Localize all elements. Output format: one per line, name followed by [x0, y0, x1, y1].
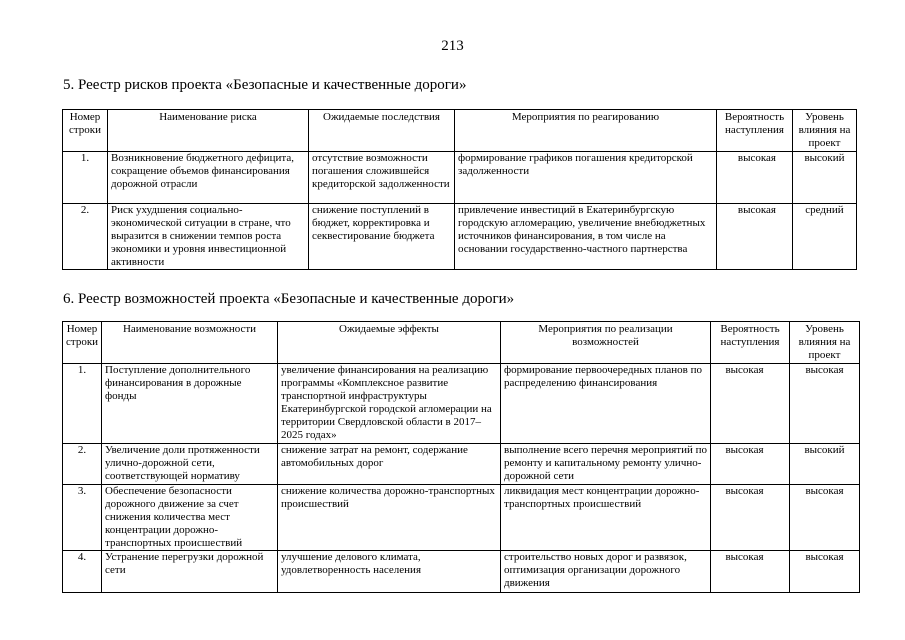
opportunity-register-table [62, 321, 860, 593]
risk-register-table [62, 109, 857, 270]
header-consequences: Ожидаемые последствия [309, 110, 455, 152]
row-probability: высокая [717, 152, 793, 204]
page-number: 213 [441, 38, 464, 54]
header-probability: Вероятность наступления [717, 110, 793, 152]
row-num: 3. [63, 485, 102, 551]
risk-register-heading: 5. Реестр рисков проекта «Безопасные и качественные дороги» [63, 77, 467, 93]
row-measures: формирование графиков погашения кредиторской задолженности [455, 152, 717, 204]
row-name: Устранение перегрузки дорожной сети [102, 551, 278, 593]
table-row [63, 152, 857, 204]
row-impact: высокий [790, 444, 860, 485]
row-effects: увеличение финансирования на реализацию программы «Комплексное развитие транспортной инфраструктуры Екатеринбургской городской агломерации на территории Свердловской области в 2017–2025 годах» [278, 364, 501, 444]
row-consequences: снижение поступлений в бюджет, корректировка и секвестирование бюджета [309, 204, 455, 270]
row-measures: привлечение инвестиций в Екатеринбургскую городскую агломерацию, увеличение внебюджетных источников финансирования, в том числе на основании государственно-частного партнерства [455, 204, 717, 270]
row-num: 1. [63, 364, 102, 444]
row-num: 1. [63, 152, 108, 204]
header-measures: Мероприятия по реагированию [455, 110, 717, 152]
row-consequences: отсутствие возможности погашения сложившейся кредиторской задолженности [309, 152, 455, 204]
header-impact: Уровень влияния на проект [793, 110, 857, 152]
table-row [63, 364, 860, 444]
row-measures: формирование первоочередных планов по распределению финансирования [501, 364, 711, 444]
table-row [63, 204, 857, 270]
table-row [63, 444, 860, 485]
row-num: 2. [63, 444, 102, 485]
header-name: Наименование возможности [102, 322, 278, 364]
row-effects: снижение затрат на ремонт, содержание автомобильных дорог [278, 444, 501, 485]
row-impact: высокая [790, 551, 860, 593]
row-measures: ликвидация мест концентрации дорожно-транспортных происшествий [501, 485, 711, 551]
header-num: Номер строки [63, 322, 102, 364]
header-impact: Уровень влияния на проект [790, 322, 860, 364]
header-effects: Ожидаемые эффекты [278, 322, 501, 364]
header-measures: Мероприятия по реализации возможностей [501, 322, 711, 364]
table-row [63, 485, 860, 551]
header-name: Наименование риска [108, 110, 309, 152]
row-name: Риск ухудшения социально-экономической ситуации в стране, что выразится в снижении темпов роста экономики и уровня инвестиционной активности [108, 204, 309, 270]
row-num: 4. [63, 551, 102, 593]
header-num: Номер строки [63, 110, 108, 152]
row-impact: высокая [790, 485, 860, 551]
opportunity-register-heading: 6. Реестр возможностей проекта «Безопасные и качественные дороги» [63, 291, 515, 307]
row-probability: высокая [711, 485, 790, 551]
row-impact: высокая [790, 364, 860, 444]
row-probability: высокая [717, 204, 793, 270]
row-name: Обеспечение безопасности дорожного движение за счет снижения количества мест концентрации дорожно-транспортных происшествий [102, 485, 278, 551]
row-probability: высокая [711, 444, 790, 485]
row-name: Возникновение бюджетного дефицита, сокращение объемов финансирования дорожной отрасли [108, 152, 309, 204]
row-name: Поступление дополнительного финансирования в дорожные фонды [102, 364, 278, 444]
row-probability: высокая [711, 551, 790, 593]
row-impact: высокий [793, 152, 857, 204]
row-effects: улучшение делового климата, удовлетворенность населения [278, 551, 501, 593]
row-measures: строительство новых дорог и развязок, оптимизация организации дорожного движения [501, 551, 711, 593]
row-name: Увеличение доли протяженности улично-дорожной сети, соответствующей нормативу [102, 444, 278, 485]
table-header-row [63, 322, 860, 364]
table-row [63, 551, 860, 593]
row-probability: высокая [711, 364, 790, 444]
table-header-row [63, 110, 857, 152]
row-effects: снижение количества дорожно-транспортных происшествий [278, 485, 501, 551]
row-impact: средний [793, 204, 857, 270]
header-probability: Вероятность наступления [711, 322, 790, 364]
row-measures: выполнение всего перечня мероприятий по ремонту и капитальному ремонту улично-дорожной сети [501, 444, 711, 485]
row-num: 2. [63, 204, 108, 270]
